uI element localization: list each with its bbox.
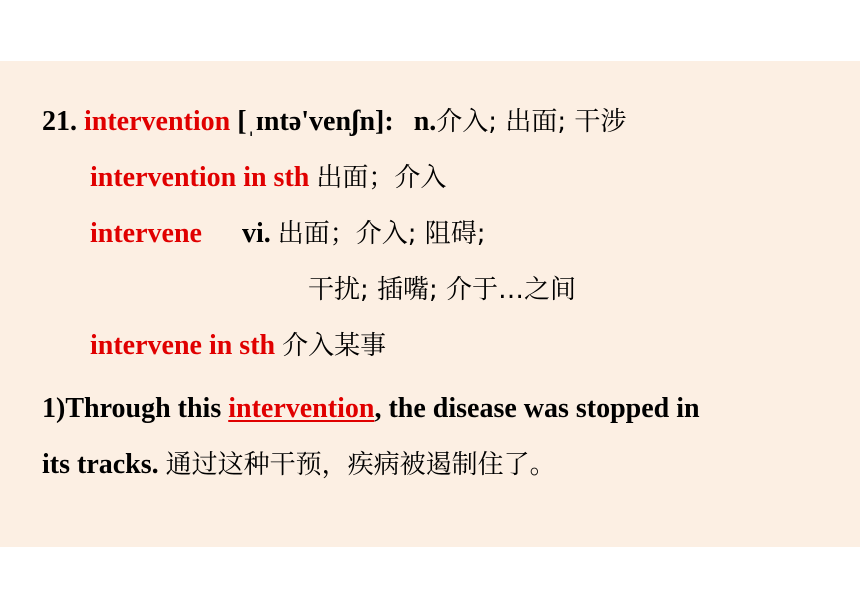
phrase-1	[90, 161, 446, 195]
entry-pos: n.	[413, 106, 437, 137]
example-prefix: 1)Through this	[42, 393, 222, 424]
example-line-1	[42, 392, 700, 426]
example-highlight: intervention	[228, 393, 375, 424]
verb-entry	[90, 217, 486, 251]
entry-meaning: 介入; 出面; 干涉	[436, 107, 627, 137]
verb-meaning-2: 干扰; 插嘴; 介于…之间	[308, 275, 577, 305]
entry-number: 21.	[42, 106, 77, 137]
verb-term: intervene	[90, 218, 202, 249]
verb-pos: vi.	[241, 218, 271, 249]
example-translation: 通过这种干预，疾病被遏制住了。	[165, 450, 556, 480]
phrase-1-meaning: 出面；介入	[316, 163, 447, 193]
phrase-2	[90, 329, 386, 363]
entry-phonetic: [ˌɪntə'venʃn]:	[237, 106, 394, 137]
verb-meaning-continued	[308, 273, 576, 307]
entry-word: intervention	[84, 106, 231, 137]
example-line-2	[42, 448, 556, 482]
phrase-1-term: intervention in sth	[90, 162, 310, 193]
entry-header	[42, 105, 626, 139]
example-line-2-en: its tracks.	[42, 449, 159, 480]
example-rest: , the disease was stopped in	[374, 393, 700, 424]
verb-meaning-1: 出面；介入; 阻碍;	[277, 219, 486, 249]
phrase-2-term: intervene in sth	[90, 330, 276, 361]
phrase-2-meaning: 介入某事	[282, 331, 387, 361]
